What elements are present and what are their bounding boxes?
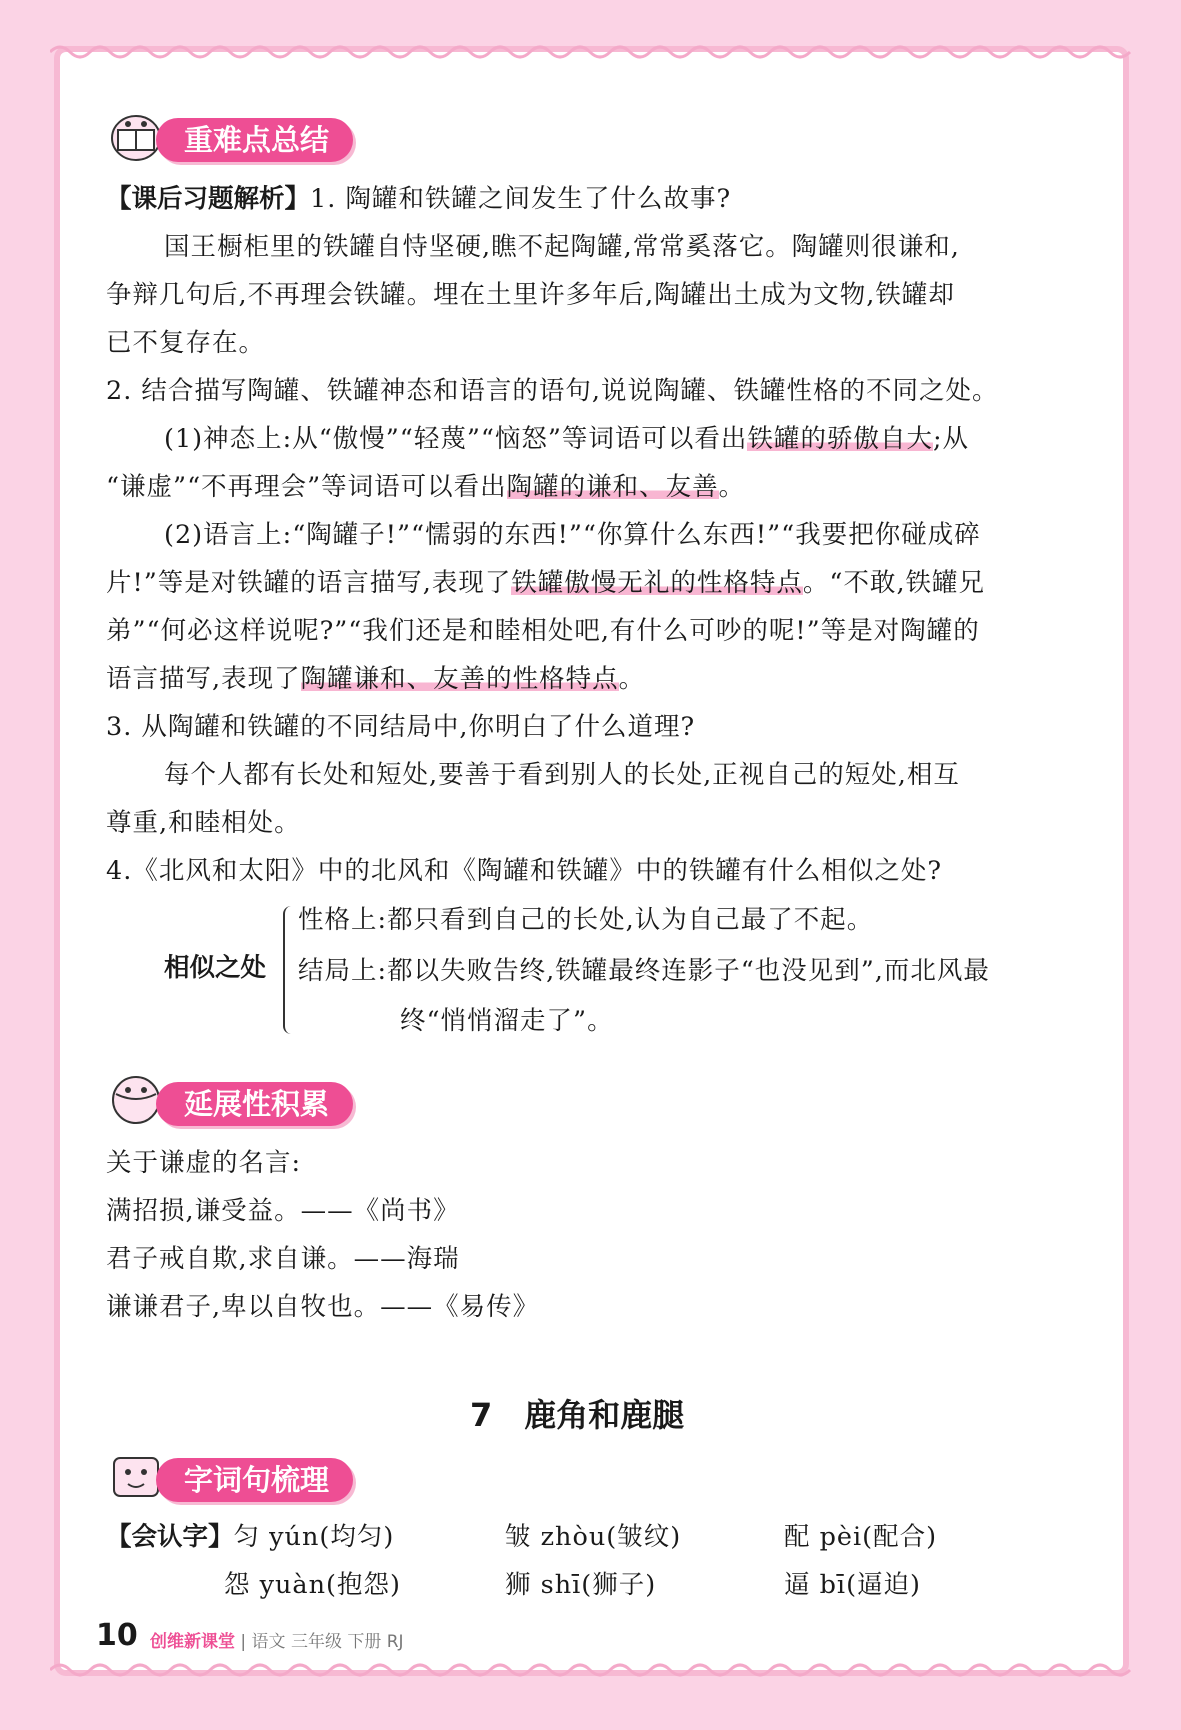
word-item: 配 pèi(配合) <box>784 1522 938 1552</box>
chapter-title: 7 鹿角和鹿腿 <box>470 1396 685 1434</box>
answer-1-line: 国王橱柜里的铁罐自恃坚硬,瞧不起陶罐,常常奚落它。陶罐则很谦和, <box>164 232 960 262</box>
similarity-label: 相似之处 <box>164 953 267 983</box>
key-phrase: 陶罐的谦和、友善 <box>506 472 719 502</box>
key-phrase: 铁罐的骄傲自大 <box>747 424 933 454</box>
answer-3-line: 尊重,和睦相处。 <box>106 808 301 838</box>
answer-2-1: (1)神态上:从“傲慢”“轻蔑”“恼怒”等词语可以看出铁罐的骄傲自大;从 <box>164 424 970 454</box>
question-label: 【课后习题解析】 <box>106 184 311 214</box>
quote-item: 满招损,谦受益。——《尚书》 <box>106 1196 460 1226</box>
footer-info: 创维新课堂 | 语文 三年级 下册 RJ <box>150 1632 404 1652</box>
question-2: 2. 结合描写陶罐、铁罐神态和语言的语句,说说陶罐、铁罐性格的不同之处。 <box>106 376 999 406</box>
word-item: 怨 yuàn(抱怨) <box>224 1570 401 1600</box>
quote-item: 君子戒自欺,求自谦。——海瑞 <box>106 1244 460 1274</box>
word-item: 狮 shī(狮子) <box>505 1570 657 1600</box>
word-label: 【会认字】 <box>106 1522 234 1552</box>
wavy-border-top <box>50 42 1131 62</box>
section-title: 延展性积累 <box>156 1082 353 1126</box>
wavy-border-bottom <box>50 1660 1131 1680</box>
word-item: 逼 bī(逼迫) <box>784 1570 921 1600</box>
key-phrase: 陶罐谦和、友善的性格特点 <box>300 664 619 694</box>
similarity-item: 结局上:都以失败告终,铁罐最终连影子“也没见到”,而北风最 <box>298 956 990 986</box>
answer-2-2-line: 弟”“何必这样说呢?”“我们还是和睦相处吧,有什么可吵的呢!”等是对陶罐的 <box>106 616 980 646</box>
answer-2-2-line: 语言描写,表现了陶罐谦和、友善的性格特点。 <box>106 664 646 694</box>
similarity-item: 性格上:都只看到自己的长处,认为自己最了不起。 <box>298 905 874 935</box>
word-item: 皱 zhòu(皱纹) <box>505 1522 682 1552</box>
quotes-intro: 关于谦虚的名言: <box>106 1148 302 1178</box>
question-4: 4.《北风和太阳》中的北风和《陶罐和铁罐》中的铁罐有什么相似之处? <box>106 856 943 886</box>
similarity-item: 终“悄悄溜走了”。 <box>400 1006 614 1036</box>
section-title: 字词句梳理 <box>156 1458 353 1502</box>
answer-1-line: 争辩几句后,不再理会铁罐。埋在土里许多年后,陶罐出土成为文物,铁罐却 <box>106 280 955 310</box>
section-title: 重难点总结 <box>156 118 353 162</box>
brace <box>283 906 299 1034</box>
answer-2-2-line: 片!”等是对铁罐的语言描写,表现了铁罐傲慢无礼的性格特点。“不敢,铁罐兄 <box>106 568 986 598</box>
word-row <box>106 1520 394 1554</box>
answer-1-line: 已不复存在。 <box>106 328 266 358</box>
key-phrase: 铁罐傲慢无礼的性格特点 <box>511 568 803 598</box>
quote-item: 谦谦君子,卑以自牧也。——《易传》 <box>106 1292 540 1322</box>
question-3: 3. 从陶罐和铁罐的不同结局中,你明白了什么道理? <box>106 712 696 742</box>
word-item: 匀 yún(均匀) <box>233 1522 395 1552</box>
question-1: 【课后习题解析】1. 陶罐和铁罐之间发生了什么故事? <box>106 184 732 214</box>
page-number: 10 <box>96 1618 138 1653</box>
answer-2-2-line: (2)语言上:“陶罐子!”“懦弱的东西!”“你算什么东西!”“我要把你碰成碎 <box>164 520 981 550</box>
answer-3-line: 每个人都有长处和短处,要善于看到别人的长处,正视自己的短处,相互 <box>164 760 960 790</box>
brand-name: 创维新课堂 <box>150 1632 235 1652</box>
answer-2-1b: “谦虚”“不再理会”等词语可以看出陶罐的谦和、友善。 <box>106 472 746 502</box>
